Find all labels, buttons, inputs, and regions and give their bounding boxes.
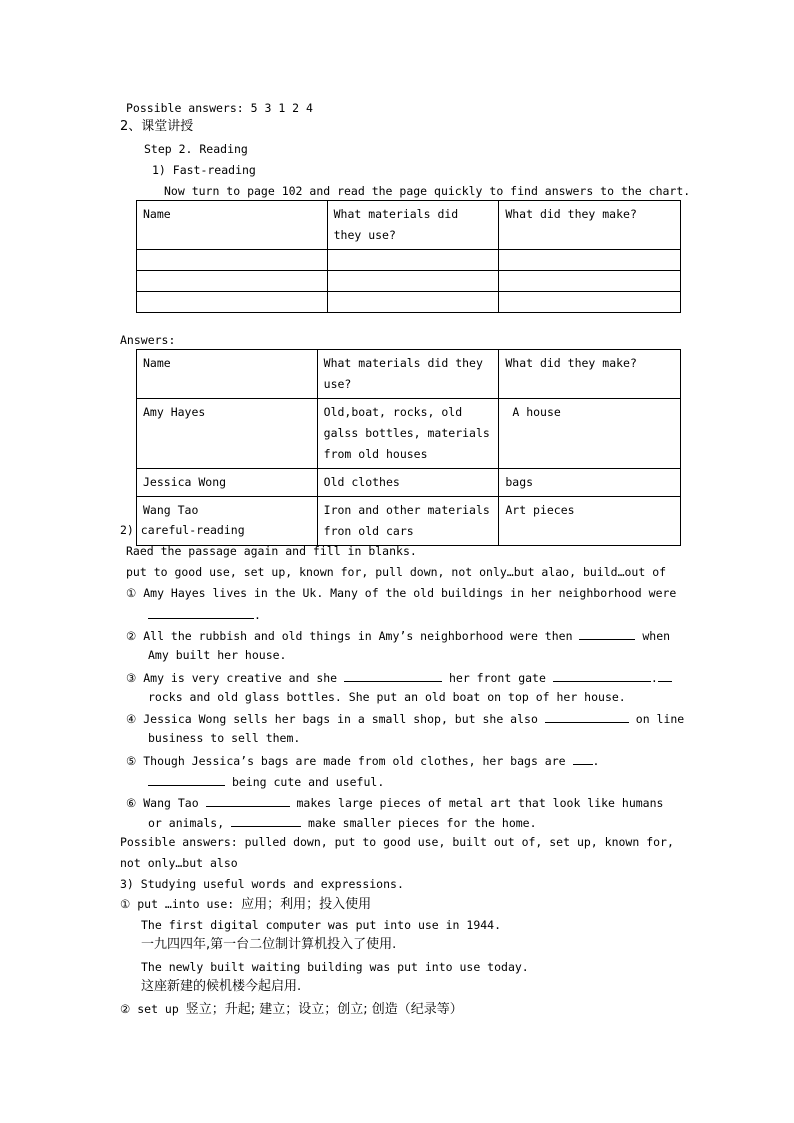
expression-1-example-1-cn: 一九四四年,第一台二位制计算机投入了使用. — [141, 937, 397, 952]
careful-reading-instruction: Raed the passage again and fill in blanks. — [126, 544, 417, 558]
item-6-line-1: ⑥ Wang Tao makes large pieces of metal art that look like humans — [126, 796, 664, 810]
fill-blank[interactable] — [573, 752, 593, 765]
chart-header-name: Name — [137, 201, 328, 250]
chart-cell — [499, 292, 681, 313]
item-4-line-2: business to sell them. — [148, 731, 301, 745]
chart-cell — [327, 271, 499, 292]
item-6-line-2: or animals, make smaller pieces for the home. — [148, 816, 537, 830]
answers-cell-materials: Iron and other materials fron old cars — [317, 497, 499, 546]
answers-label: Answers: — [120, 333, 176, 347]
answers-header-name: Name — [137, 350, 318, 399]
fill-blank[interactable] — [553, 669, 651, 682]
expression-1-example-2-cn: 这座新建的候机楼今起启用. — [141, 979, 302, 994]
step-heading: Step 2. Reading — [144, 142, 248, 156]
answers-cell-materials: Old,boat, rocks, old galss bottles, materials from old houses — [317, 399, 499, 469]
answers-chart — [136, 349, 681, 546]
answers-cell-made: Art pieces — [499, 497, 681, 546]
answers-cell-name: Amy Hayes — [137, 399, 318, 469]
expression-2-head: ② set up 竖立；升起; 建立；设立；创立; 创造（纪录等） — [120, 1002, 463, 1017]
fill-blank[interactable] — [658, 669, 672, 682]
chart-cell — [137, 250, 328, 271]
fill-blank[interactable] — [231, 814, 301, 827]
item-3-line-2: rocks and old glass bottles. She put an old boat on top of her house. — [148, 690, 626, 704]
item-3-line-1: ③ Amy is very creative and she her front gate . — [126, 669, 672, 685]
phrase-list: put to good use, set up, known for, pull down, not only…but alao, build…out of — [126, 565, 667, 579]
chart-blank — [136, 200, 681, 313]
careful-reading-heading: 2) careful-reading — [120, 523, 245, 537]
chart-header-made: What did they make? — [499, 201, 681, 250]
chart-cell — [499, 271, 681, 292]
answers-header-made: What did they make? — [499, 350, 681, 399]
fast-reading-heading: 1) Fast-reading — [152, 163, 256, 177]
chart-header-materials: What materials did they use? — [327, 201, 499, 250]
possible-answers-2: Possible answers: pulled down, put to good use, built out of, set up, known for, — [120, 835, 674, 849]
answers-header-materials: What materials did they use? — [317, 350, 499, 399]
fast-reading-instruction: Now turn to page 102 and read the page quickly to find answers to the chart. — [164, 184, 691, 198]
studying-heading: 3) Studying useful words and expressions. — [120, 877, 404, 891]
chart-cell — [137, 271, 328, 292]
answers-cell-made: bags — [499, 469, 681, 497]
answers-cell-name: Jessica Wong — [137, 469, 318, 497]
fill-blank[interactable] — [344, 669, 442, 682]
item-1-line-2: . — [148, 606, 261, 622]
expression-1-example-1: The first digital computer was put into use in 1944. — [141, 918, 502, 932]
fill-blank[interactable] — [545, 710, 629, 723]
expression-1-example-2: The newly built waiting building was put into use today. — [141, 960, 529, 974]
chart-cell — [137, 292, 328, 313]
answers-cell-name: Wang Tao — [137, 497, 318, 546]
item-4-line-1: ④ Jessica Wong sells her bags in a small shop, but she also on line — [126, 712, 685, 726]
chart-cell — [499, 250, 681, 271]
possible-answers-2-cont: not only…but also — [120, 856, 238, 870]
item-5-line-1: ⑤ Though Jessica’s bags are made from old clothes, her bags are . — [126, 754, 600, 768]
item-2-line-1: ② All the rubbish and old things in Amy’s neighborhood were then when — [126, 629, 671, 643]
answers-cell-made: A house — [499, 399, 681, 469]
item-5-line-2: being cute and useful. — [148, 773, 384, 789]
fill-blank[interactable] — [148, 606, 254, 619]
expression-1-head: ① put …into use: 应用；利用；投入使用 — [120, 897, 372, 912]
fill-blank[interactable] — [206, 794, 290, 807]
item-2-line-2: Amy built her house. — [148, 648, 287, 662]
fill-blank[interactable] — [148, 773, 225, 786]
section-heading: 2、课堂讲授 — [120, 119, 194, 134]
chart-cell — [327, 250, 499, 271]
fill-blank[interactable] — [579, 627, 635, 640]
answers-cell-materials: Old clothes — [317, 469, 499, 497]
item-1-line-1: ① Amy Hayes lives in the Uk. Many of the old buildings in her neighborhood were — [126, 586, 677, 600]
chart-cell — [327, 292, 499, 313]
possible-answers-1: Possible answers: 5 3 1 2 4 — [126, 101, 313, 115]
